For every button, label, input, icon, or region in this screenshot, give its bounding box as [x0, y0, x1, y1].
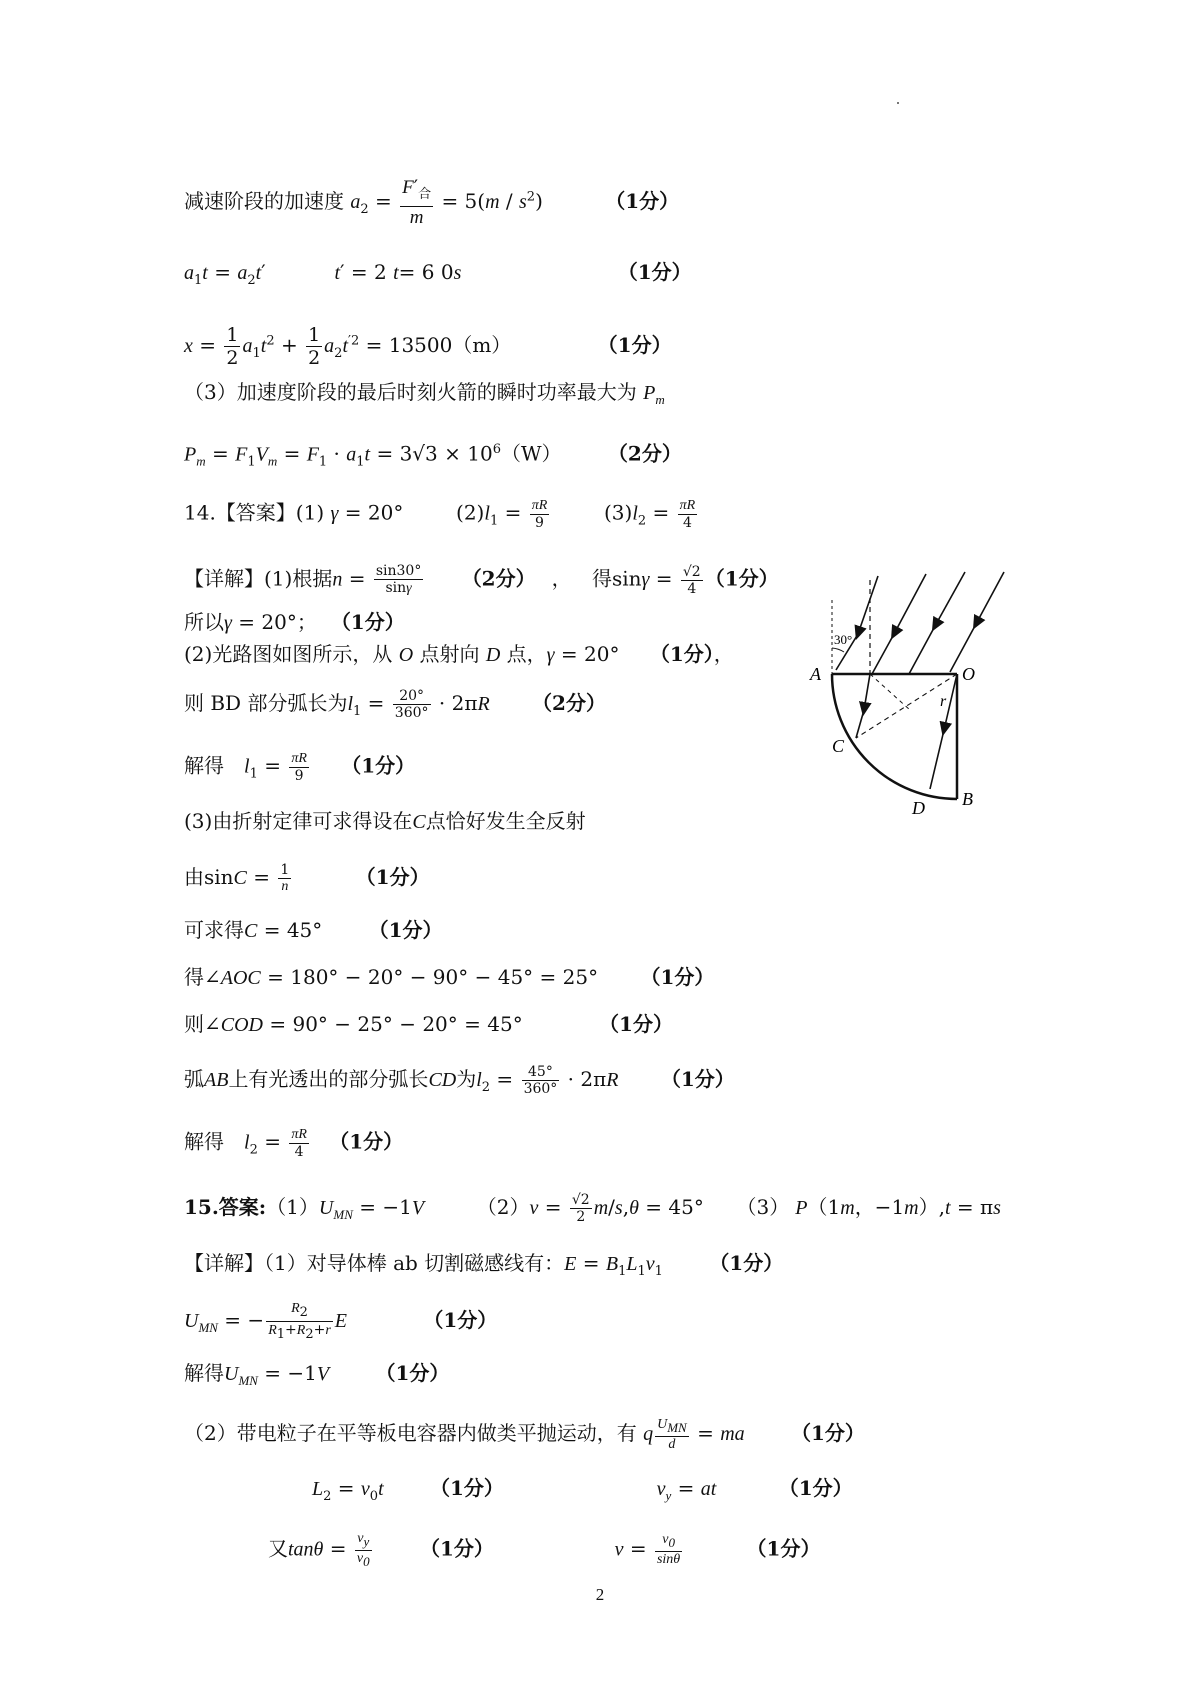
optics-diagram — [800, 560, 1010, 820]
q14-detail-12: 解得 $l_2$ = $\frac{\pi R}{4}$ （1分） — [184, 1127, 404, 1160]
label-C: C — [832, 736, 845, 756]
q14-detail-3: (2)光路图如图所示，从 O 点射向 D 点，γ = 20° （1分）， — [184, 642, 734, 666]
q14-detail-11: 弧AB上有光透出的部分弧长CD为$l_2$ = $\frac{45^\circ}{360^\circ}$ · 2πR （1分） — [184, 1064, 735, 1097]
label-angle: 30° — [834, 632, 853, 647]
ray-3 — [935, 572, 965, 626]
q14-detail-5: 解得 $l_1$ = $\frac{\pi R}{9}$ （1分） — [184, 751, 416, 784]
angle-arc — [832, 648, 844, 652]
q14-detail-1: 【详解】(1)根据n = $\frac{\sin 30^\circ}{\sin\gamma}$ （2分） ， 得sinγ = $\frac{√2}{4}$ （1分） — [184, 563, 779, 597]
q15-detail-3: 解得$U_{MN} = -1V$ （1分） — [184, 1361, 450, 1388]
dashed-AC — [870, 674, 910, 710]
q15-detail-1: 【详解】（1）对导体棒 ab 切割磁感线有：$E = B_1L_1v_1$ （1分） — [184, 1251, 784, 1279]
q14-detail-4: 则 BD 部分弧长为$l_1$ = $\frac{20^\circ}{360^\circ}$ · 2πR （2分） — [184, 688, 606, 721]
page-number: 2 — [595, 1585, 605, 1604]
line-power-statement: （3）加速度阶段的最后时刻火箭的瞬时功率最大为 $P_m$ — [184, 380, 665, 407]
arc-AB — [832, 674, 957, 799]
q14-answer: 14.【答案】(1) γ = 20° $(2)l_1$ = $\frac{\pi R}{9}$ $(3)l_2$ = $\frac{\pi R}{4}$ — [184, 498, 696, 531]
line-time-relation: $a_1t = a_2t'$ t′ = 2 t= 6 0s （1分） — [184, 260, 692, 288]
label-D: D — [912, 798, 925, 818]
q15-detail-5: $L_2 = v_0t$ （1分） $v_y$ = at （1分） — [312, 1476, 853, 1504]
line-max-power: $P_m = F_1V_m = F_1 \cdot a_1t = 3√3 \times 10^6(W)$ （2分） — [184, 441, 682, 470]
label-B: B — [962, 789, 973, 809]
label-r: r — [940, 693, 947, 710]
q15-detail-4: （2）带电粒子在平等板电容器内做类平抛运动，有 q $\frac{U_{MN}}{d}$ = ma （1分） — [184, 1417, 865, 1452]
q14-detail-9: 得∠AOC = 180° − 20° − 90° − 45° = 25° （1分） — [184, 965, 715, 989]
scan-speck — [897, 102, 899, 104]
q15-answer: 15.答案$:(1)U_{MN} = -1V$ （2）v = $\frac{√2}{2}$ m/s,θ = 45° （3） P（1m，−1m）,t = πs — [184, 1192, 1001, 1225]
q14-detail-10: 则∠COD = 90° − 25° − 20° = 45° （1分） — [184, 1012, 673, 1036]
label-A: A — [810, 664, 821, 684]
q14-detail-2: 所以γ = 20°； （1分） — [184, 610, 405, 634]
line-displacement: x = $\frac{1}{2}$ $a_1t^2$ + $\frac{1}{2}$ $a_2t^{'2} = 13500(m)$ （1分） — [184, 324, 672, 369]
ray-1 — [858, 576, 878, 634]
q15-detail-2: $U_{MN}$ = − $\frac{R_2}{R_1+R_2+r}$ E （1分） — [184, 1301, 498, 1342]
q14-detail-8: 可求得C = 45° （1分） — [184, 918, 443, 942]
ray-3b — [909, 626, 935, 674]
refracted-C — [864, 674, 870, 710]
line-decel-acceleration: 减速阶段的加速度 $a_2$ = $\frac{F'_合}{m}$ = $5(m / s^2)$ （1分） — [184, 176, 680, 228]
ray-2 — [894, 574, 926, 634]
q14-detail-7: 由sinC = $\frac{1}{n}$ （1分） — [184, 862, 430, 894]
label-O: O — [962, 664, 975, 684]
q14-detail-6: (3)由折射定律可求得设在C点恰好发生全反射 — [184, 809, 586, 833]
ray-4 — [976, 572, 1004, 624]
ray-2b — [872, 634, 894, 674]
q15-detail-6: 又tanθ = $\frac{v_y}{v_0}$ （1分） v = $\frac{v_0}{\sin\theta}$ （1分） — [268, 1531, 821, 1569]
refracted-Db — [930, 730, 944, 789]
